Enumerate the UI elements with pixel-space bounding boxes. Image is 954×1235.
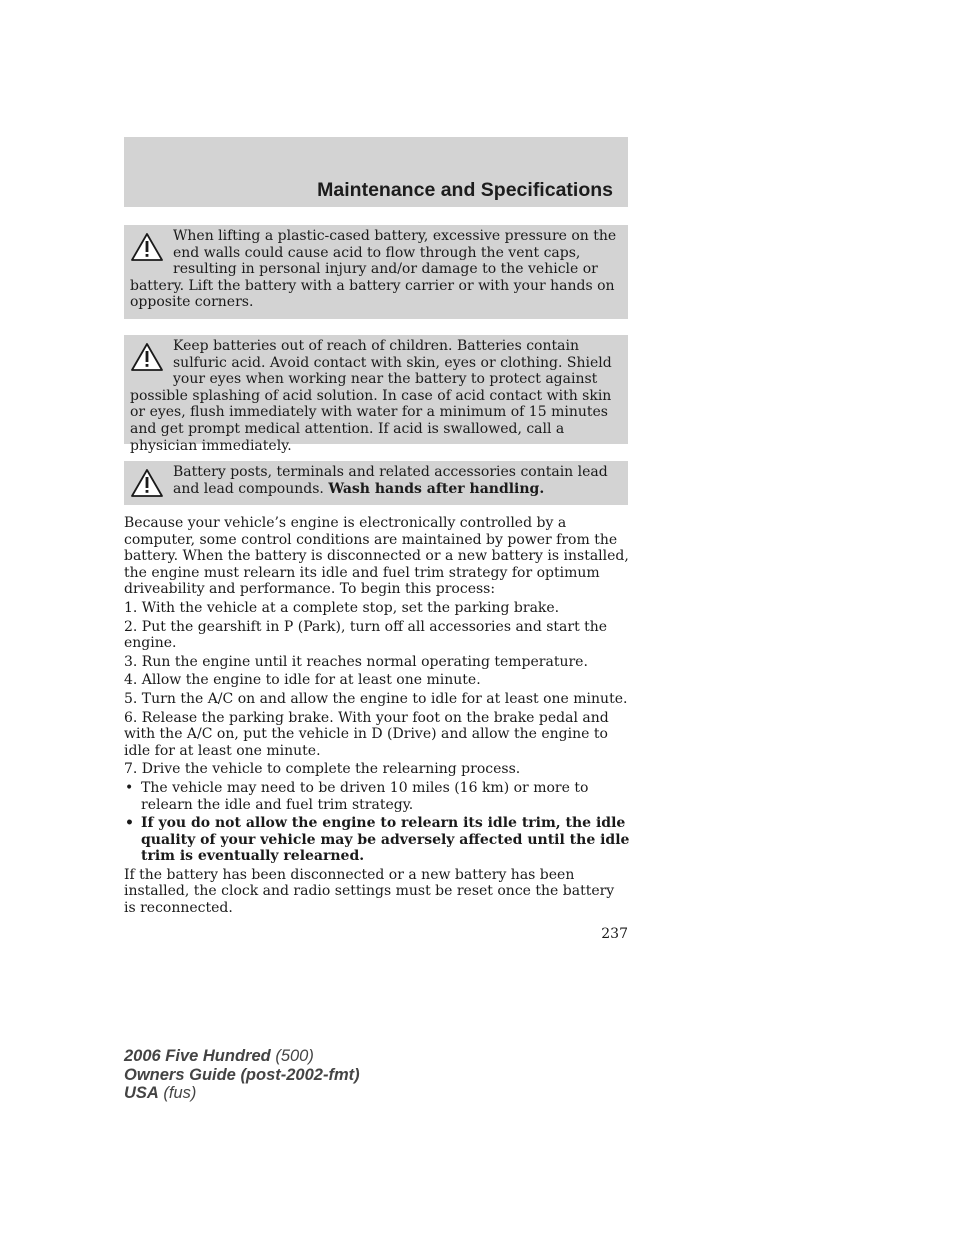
warning-text: When lifting a plastic-cased battery, excessive pressure on the end walls could cause acid to flow through the vent caps, resulting in personal injury and/or damage to the vehicle or battery. Lift the battery with a battery carrier or with your hands on opposite corners. xyxy=(130,228,617,311)
warning-box-2 xyxy=(124,335,628,454)
step-4: 4. Allow the engine to idle for at least one minute. xyxy=(124,672,481,689)
section-header xyxy=(124,137,628,207)
step-2: 2. Put the gearshift in P (Park), turn off all accessories and start the engine. xyxy=(124,618,608,652)
step-5: 5. Turn the A/C on and allow the engine to idle for at least one minute. xyxy=(124,690,628,707)
warning-emphasis: Wash hands after handling. xyxy=(328,480,545,497)
step-6: 6. Release the parking brake. With your foot on the brake pedal and with the A/C on, put the vehicle in D (Drive) and allow the engine to idle for at least one minute. xyxy=(124,709,609,759)
step-1: 1. With the vehicle at a complete stop, set the parking brake. xyxy=(124,599,560,616)
warning-triangle-icon xyxy=(130,468,164,498)
warning-text: Battery posts, terminals and related accessories contain lead and lead compounds. Wash hands after handling. xyxy=(173,464,608,497)
step-7: 7. Drive the vehicle to complete the relearning process. xyxy=(124,761,521,778)
footer-line-3: USA (fus) xyxy=(124,1084,197,1102)
intro-paragraph: Because your vehicle’s engine is electronically controlled by a computer, some control conditions are maintained by power from the battery. When the battery is disconnected or a new battery is installed, the engine must relearn its idle and fuel trim strategy for optimum driveability and performance. To begin this process: xyxy=(124,515,629,598)
bullet-dot-icon: • xyxy=(125,779,134,796)
bullet-item-1: • The vehicle may need to be driven 10 miles (16 km) or more to relearn the idle and fuel trim strategy. xyxy=(125,779,589,813)
footer-line-2: Owners Guide (post-2002-fmt) xyxy=(124,1065,360,1084)
warning-text: Keep batteries out of reach of children. Batteries contain sulfuric acid. Avoid contact with skin, eyes or clothing. Shield your eyes when working near the battery to protect against possible splashing of acid solution. In case of acid contact with skin or eyes, flush immediately with water for a minimum of 15 minutes and get prompt medical attention. If acid is swallowed, call a physician immediately. xyxy=(130,338,612,454)
warning-triangle-icon xyxy=(130,342,164,372)
warning-triangle-icon xyxy=(130,232,164,262)
document-footer xyxy=(124,1047,360,1103)
page-number: 237 xyxy=(601,926,628,942)
warning-box-1 xyxy=(124,225,628,319)
body-content xyxy=(124,515,630,919)
step-3: 3. Run the engine until it reaches normal operating temperature. xyxy=(124,653,588,670)
bullet-item-2: • If you do not allow the engine to relearn its idle trim, the idle quality of your vehicle may be adversely affected until the idle trim is eventually relearned. xyxy=(125,815,630,865)
section-title: Maintenance and Specifications xyxy=(317,179,613,201)
footer-line-1: 2006 Five Hundred (500) xyxy=(124,1047,314,1065)
bullet-dot-icon: • xyxy=(125,815,134,832)
closing-paragraph: If the battery has been disconnected or a new battery has been installed, the clock and radio settings must be reset once the battery is reconnected. xyxy=(124,866,615,917)
warning-box-3 xyxy=(124,461,628,505)
